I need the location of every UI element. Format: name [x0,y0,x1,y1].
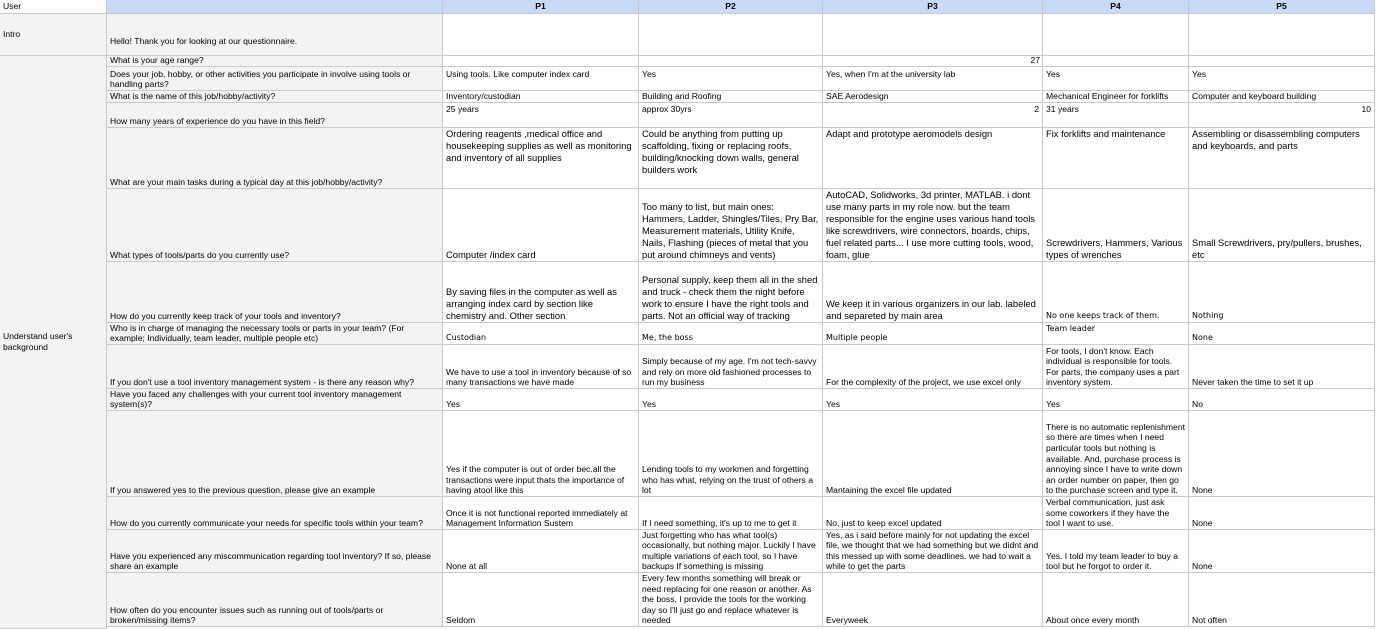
answer-cell[interactable]: Yes [639,389,823,411]
answer-cell[interactable]: Nothing [1189,262,1375,323]
answer-cell[interactable]: Yes, when I'm at the university lab [823,67,1043,91]
answer-cell[interactable]: Mechanical Engineer for forklifts [1043,91,1189,103]
answer-cell[interactable]: Multiple people [823,323,1043,345]
answer-cell[interactable]: Lending tools to my workmen and forgetting who has what, relying on the trust of others a lot [639,411,823,497]
answer-cell[interactable]: Yes [1043,389,1189,411]
answer-cell[interactable]: No, just to keep excel updated [823,497,1043,530]
answer-cell[interactable]: Yes, as i said before mainly for not updating the excel file, we thought that we had something but we didnt and this messed up with some deadlines. we had to wait a while to get the parts [823,530,1043,573]
answer-cell[interactable] [443,56,639,67]
question-cell[interactable]: Does your job, hobby, or other activities you participate in involve using tools or handling parts? [107,67,443,91]
answer-cell[interactable]: None at all [443,530,639,573]
question-cell[interactable]: Have you experienced any miscommunication regarding tool inventory? If so, please share an example [107,530,443,573]
intro-p4[interactable] [1043,14,1189,56]
answer-cell[interactable]: We have to use a tool in inventory because of so many transactions we have made [443,345,639,389]
question-cell[interactable]: How do you currently communicate your needs for specific tools within your team? [107,497,443,530]
header-p2[interactable]: P2 [639,0,823,14]
intro-p2[interactable] [639,14,823,56]
header-question-cell[interactable] [107,0,443,14]
section-background[interactable]: Understand user's background [0,56,107,629]
question-cell[interactable]: What is your age range? [107,56,443,67]
section-intro[interactable]: Intro [0,14,107,56]
answer-cell[interactable]: Yes [823,389,1043,411]
answer-cell[interactable]: Screwdrivers, Hammers, Various types of wrenches [1043,189,1189,262]
question-cell[interactable]: How often do you encounter issues such as running out of tools/parts or broken/missing items? [107,573,443,627]
question-cell[interactable]: If you don't use a tool inventory management system - is there any reason why? [107,345,443,389]
answer-cell[interactable]: Team leader [1043,323,1189,345]
answer-cell[interactable]: If I need something, it's up to me to get it [639,497,823,530]
answer-cell[interactable]: Verbal communication, just ask some coworkers if they have the tool I want to use. [1043,497,1189,530]
answer-cell[interactable]: Ordering reagents ,medical office and housekeeping supplies as well as monitoring and inventory of all supplies [443,128,639,189]
answer-cell[interactable]: None [1189,530,1375,573]
answer-cell[interactable]: About once every month [1043,573,1189,627]
answer-cell[interactable]: Computer /index card [443,189,639,262]
answer-cell[interactable]: 2 [823,103,1043,128]
answer-cell[interactable]: Small Screwdrivers, pry/pullers, brushes, etc [1189,189,1375,262]
answer-cell[interactable]: Computer and keyboard building [1189,91,1375,103]
answer-cell[interactable]: For the complexity of the project, we use excel only [823,345,1043,389]
answer-cell[interactable]: None [1189,323,1375,345]
header-user-cell[interactable]: User [0,0,107,14]
question-cell[interactable]: If you answered yes to the previous question, please give an example [107,411,443,497]
answer-cell[interactable]: Inventory/custodian [443,91,639,103]
question-cell[interactable]: What is the name of this job/hobby/activity? [107,91,443,103]
answer-cell[interactable]: 31 years [1043,103,1189,128]
answer-cell[interactable]: Me, the boss [639,323,823,345]
answer-cell[interactable]: Not often [1189,573,1375,627]
intro-line-1: Hello! Thank you for looking at our questionnaire. [110,36,298,47]
answer-cell[interactable]: Yes. I told my team leader to buy a tool but he forgot to order it. [1043,530,1189,573]
answer-cell[interactable]: Yes [1043,67,1189,91]
answer-cell[interactable]: Everyweek [823,573,1043,627]
answer-cell[interactable]: Could be anything from putting up scaffolding, fixing or replacing roofs, building/knocking down walls, general builders work [639,128,823,189]
intro-p1[interactable] [443,14,639,56]
answer-cell[interactable]: Yes [443,389,639,411]
answer-cell[interactable]: Every few months something will break or need replacing for one reason or another. As the boss, I provide the tools for the working day so I'll just go and replace whatever is needed [639,573,823,627]
answer-cell[interactable]: We keep it in various organizers in our lab. labeled and separeted by main area [823,262,1043,323]
answer-cell[interactable]: Simply because of my age. I'm not tech-savvy and rely on more old fashioned processes to run my business [639,345,823,389]
header-p5[interactable]: P5 [1189,0,1375,14]
header-p3[interactable]: P3 [823,0,1043,14]
question-cell[interactable]: What are your main tasks during a typical day at this job/hobby/activity? [107,128,443,189]
answer-cell[interactable]: Never taken the time to set it up [1189,345,1375,389]
answer-cell[interactable]: Mantaining the excel file updated [823,411,1043,497]
answer-cell[interactable] [639,56,823,67]
answer-cell[interactable]: 10 [1189,103,1375,128]
answer-cell[interactable]: None [1189,411,1375,497]
answer-cell[interactable]: For tools, I don't know. Each individual is responsible for tools. For parts, the company uses a part inventory system. [1043,345,1189,389]
answer-cell[interactable]: 27 [823,56,1043,67]
intro-text-cell[interactable] [107,14,443,56]
intro-p3[interactable] [823,14,1043,56]
answer-cell[interactable] [1043,56,1189,67]
question-cell[interactable]: How do you currently keep track of your tools and inventory? [107,262,443,323]
answer-cell[interactable]: Yes if the computer is out of order bec.all the transactions were input thats the importance of having atool like this [443,411,639,497]
answer-cell[interactable]: Custodian [443,323,639,345]
header-p1[interactable]: P1 [443,0,639,14]
answer-cell[interactable]: No one keeps track of them. [1043,262,1189,323]
answer-cell[interactable]: 25 years [443,103,639,128]
answer-cell[interactable]: Using tools. Like computer index card [443,67,639,91]
answer-cell[interactable]: Fix forklifts and maintenance [1043,128,1189,189]
answer-cell[interactable]: Too many to list, but main ones: Hammers, Ladder, Shingles/Tiles, Pry Bar, Measurement materials, Utility Knife, Nails, Flashing (pieces of metal that you put around chimneys and vents) [639,189,823,262]
answer-cell[interactable] [1189,56,1375,67]
answer-cell[interactable]: None [1189,497,1375,530]
answer-cell[interactable]: Assembling or disassembling computers and keyboards, and parts [1189,128,1375,189]
answer-cell[interactable]: There is no automatic replenishment so there are times when I need particular tools but nothing is available. And, purchase process is annoying since I have to write down an order number on paper, then go to the purchase screen and type it. [1043,411,1189,497]
answer-cell[interactable]: Seldom [443,573,639,627]
answer-cell[interactable]: AutoCAD, Solidworks, 3d printer, MATLAB. i dont use many parts in my role now. but the team responsible for the engine uses various hand tools like screwdrivers, wire connectors, boards, chips, fuel related parts... I use more cutting tools, wood, foam, glue [823,189,1043,262]
question-cell[interactable]: What types of tools/parts do you currently use? [107,189,443,262]
answer-cell[interactable]: Just forgetting who has what tool(s) occasionally, but nothing major. Luckily I have multiple variations of each tool, so I have backups If something is missing [639,530,823,573]
answer-cell[interactable]: Personal supply, keep them all in the shed and truck - check them the night before work to ensure I have the right tools and parts. Not an official way of tracking [639,262,823,323]
answer-cell[interactable]: Building and Roofing [639,91,823,103]
header-p4[interactable]: P4 [1043,0,1189,14]
question-cell[interactable]: How many years of experience do you have in this field? [107,103,443,128]
answer-cell[interactable]: Adapt and prototype aeromodels design [823,128,1043,189]
answer-cell[interactable]: Once it is not functional reported immediately at Management Information Sustem [443,497,639,530]
question-cell[interactable]: Have you faced any challenges with your current tool inventory management system(s)? [107,389,443,411]
answer-cell[interactable]: approx 30yrs [639,103,823,128]
question-cell[interactable]: Who is in charge of managing the necessary tools or parts in your team? (For example; Individually, team leader, multiple people etc) [107,323,443,345]
answer-cell[interactable]: Yes [639,67,823,91]
answer-cell[interactable]: No [1189,389,1375,411]
answer-cell[interactable]: By saving files in the computer as well as arranging index card by section like chemistry and. Other section [443,262,639,323]
answer-cell[interactable]: SAE Aerodesign [823,91,1043,103]
intro-p5[interactable] [1189,14,1375,56]
answer-cell[interactable]: Yes [1189,67,1375,91]
